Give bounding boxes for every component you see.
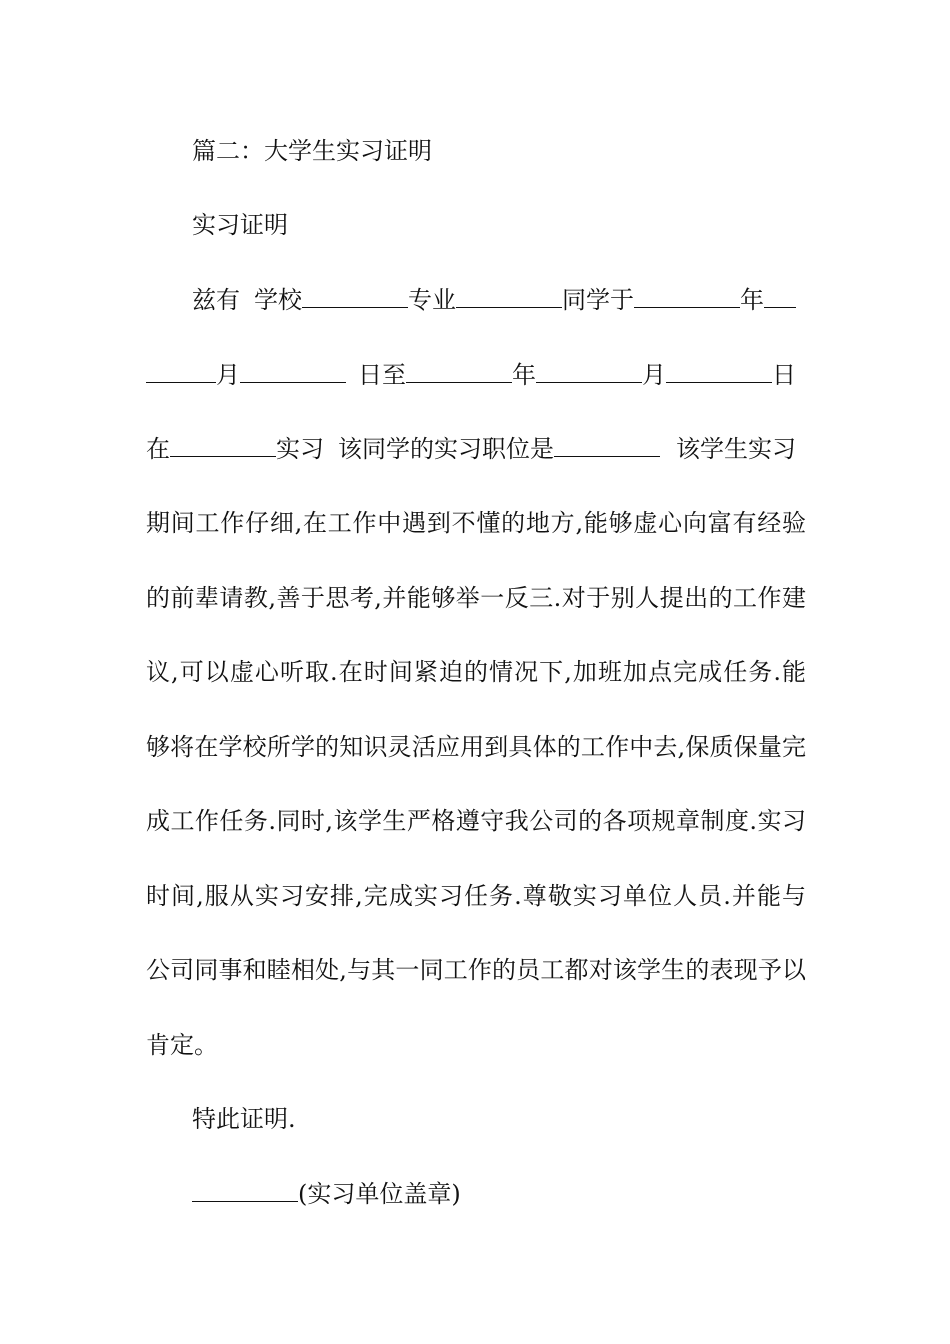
body-line: 时间,服从实习安排,完成实习任务.尊敬实习单位人员.并能与 [146,882,806,910]
text-school: 学校 [254,286,302,314]
text-month: 月 [216,361,240,389]
text-at: 在 [146,435,170,463]
end-day-blank [666,356,772,383]
text-year: 年 [740,286,764,314]
closing-text: 特此证明. [192,1105,296,1133]
seal-line [192,1174,806,1214]
start-day-blank [240,356,346,383]
school-blank [302,281,408,308]
fill-line-3 [146,429,806,469]
seal-blank [192,1175,298,1202]
fill-line-1 [192,280,806,320]
body-line-last: 肯定。 [146,1031,218,1059]
end-month-blank [536,356,642,383]
body-line: 公司同事和睦相处,与其一同工作的员工都对该学生的表现予以 [146,956,806,984]
text-year-2: 年 [512,361,536,389]
body-line: 成工作任务.同时,该学生严格遵守我公司的各项规章制度.实习 [146,807,806,835]
body-line: 的前辈请教,善于思考,并能够举一反三.对于别人提出的工作建 [146,584,806,612]
text-ziyou: 兹有 [192,286,240,314]
start-year-blank [634,281,740,308]
text-intern: 实习 [276,435,324,463]
fill-line-2 [146,355,806,395]
body-line: 议,可以虚心听取.在时间紧迫的情况下,加班加点完成任务.能 [146,658,806,686]
document-title: 实习证明 [192,211,288,239]
section-heading: 篇二：大学生实习证明 [192,137,432,165]
position-blank [554,430,660,457]
text-major: 专业 [408,286,456,314]
text-day: 日 [772,361,796,389]
body-line: 期间工作仔细,在工作中遇到不懂的地方,能够虚心向富有经验 [146,509,806,537]
text-position-is: 该同学的实习职位是 [338,435,554,463]
text-student-at: 同学于 [562,286,634,314]
start-month-blank-part1 [764,281,796,308]
end-year-blank [406,356,512,383]
text-month-2: 月 [642,361,666,389]
major-blank [456,281,562,308]
company-blank [170,430,276,457]
text-day-to: 日至 [358,361,406,389]
start-month-blank-part2 [146,356,216,383]
text-student-intern: 该学生实习 [676,435,796,463]
seal-label: (实习单位盖章) [298,1180,461,1208]
body-line: 够将在学校所学的知识灵活应用到具体的工作中去,保质保量完 [146,733,806,761]
